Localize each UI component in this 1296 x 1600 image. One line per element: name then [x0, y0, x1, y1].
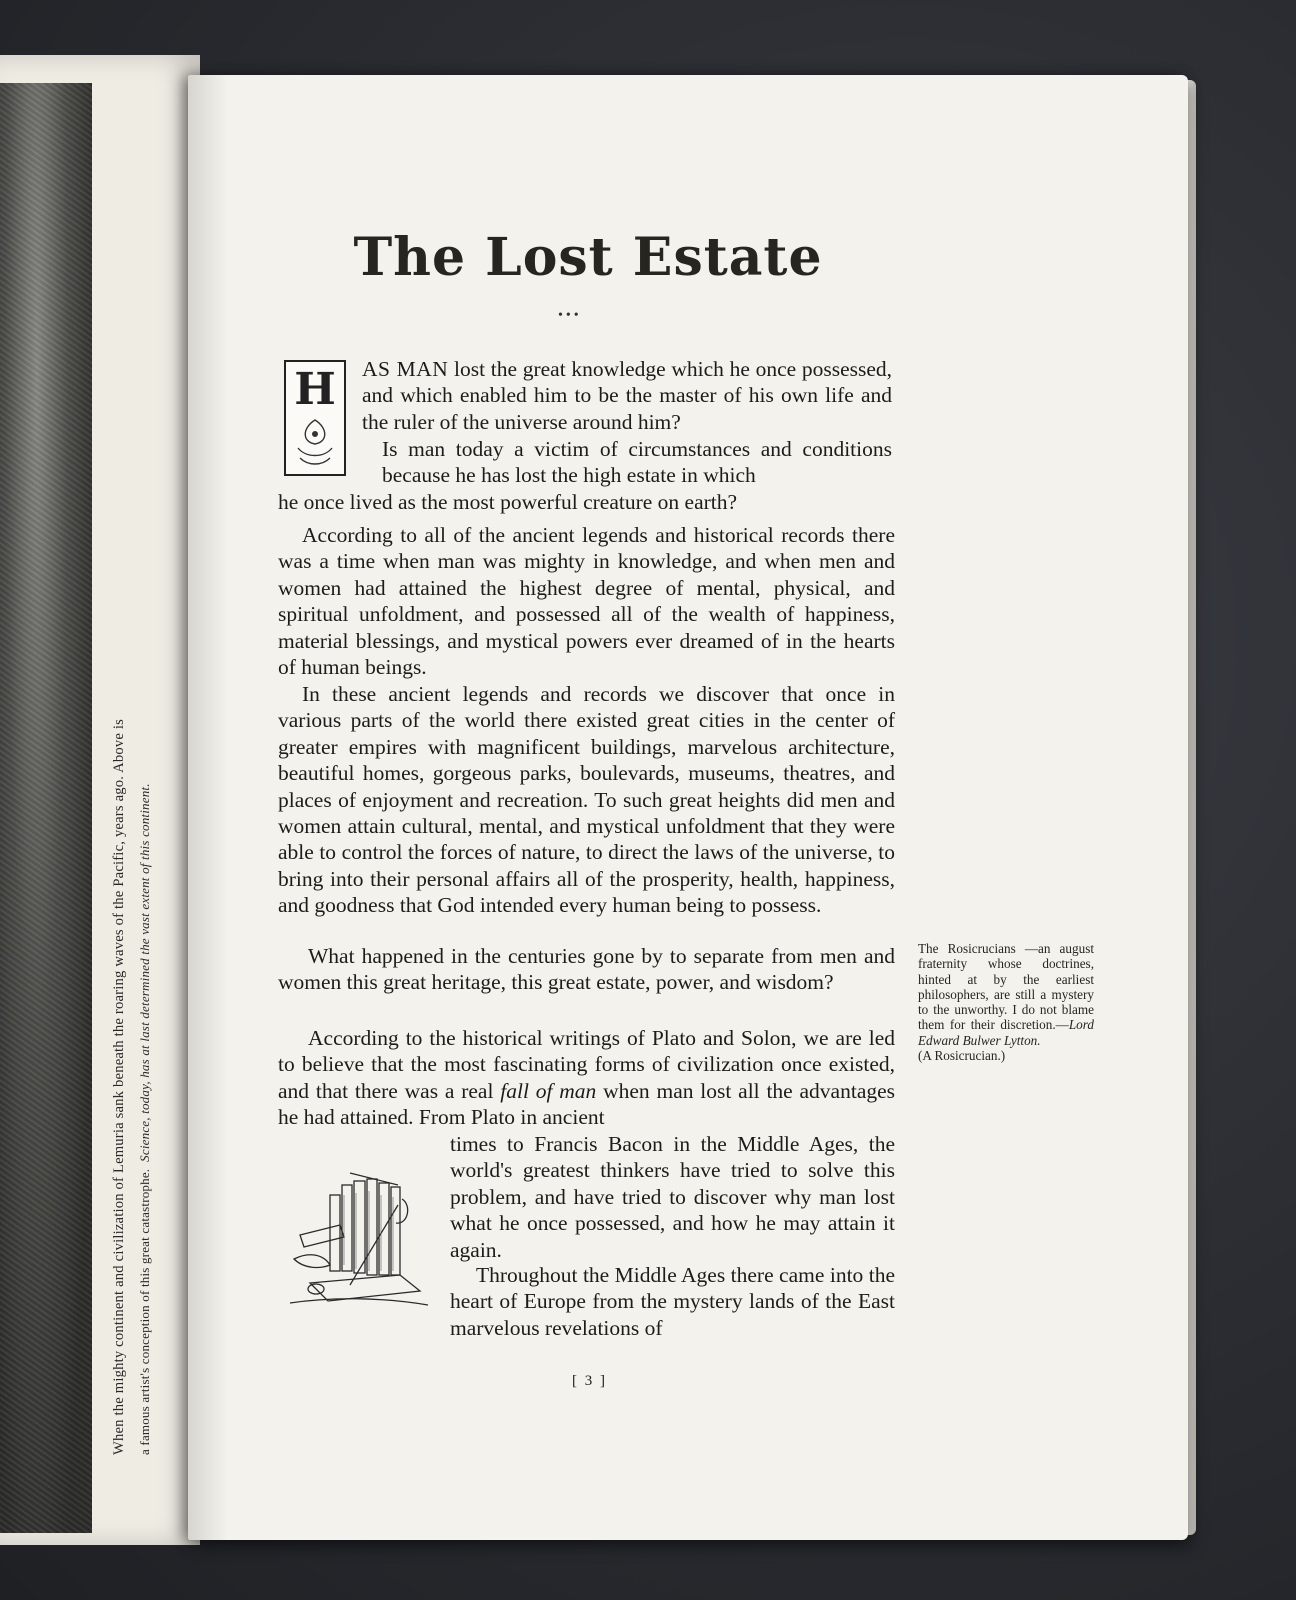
paragraph-8	[450, 1262, 895, 1341]
page-number: [ 3 ]	[572, 1373, 607, 1389]
lemuria-illustration	[0, 83, 92, 1533]
paragraph-2	[278, 436, 892, 515]
books-and-quill-icon	[280, 1165, 434, 1315]
caption-line-1: When the mighty continent and civilization of Lemuria sank beneath the roaring waves of the Pacific, years ago. Above is	[111, 718, 127, 1455]
paragraph-7	[450, 1131, 895, 1263]
dropcap-flourish-icon	[292, 418, 338, 468]
paragraph-1-lead: AS MAN	[362, 357, 449, 381]
paragraph-7-text: times to Francis Bacon in the Middle Ages, the world's greatest thinkers have tried to solve this problem, and have tried to discover why man lost what he once possessed, and how he may attain it again.	[450, 1132, 895, 1262]
paragraph-2-text: Is man today a victim of circumstances and conditions because he has lost the high estate in which	[382, 437, 892, 488]
dropcap	[284, 360, 346, 476]
left-page	[0, 55, 200, 1545]
paragraph-6-italic: fall of man	[500, 1078, 597, 1103]
caption-line-2-roman: a famous artist's conception of this great catastrophe.	[137, 1168, 152, 1455]
left-page-caption	[106, 125, 158, 1455]
paragraph-6-text-a: According to the historical writings of Plato and Solon, we are led to believe that the most fascinating forms of civilization once existed, and that there was a real	[278, 1026, 895, 1103]
paragraph-5	[278, 943, 895, 996]
paragraph-4	[278, 681, 895, 919]
paragraph-6	[278, 1025, 895, 1131]
paragraph-6-text-b: when man lost all the advantages he had attained. From Plato in ancient	[278, 1078, 896, 1130]
right-page	[188, 75, 1188, 1540]
paragraph-1-text: lost the great knowledge which he once possessed, and which enabled him to be the master of his own life and the ruler of the universe around him?	[362, 357, 893, 434]
paragraph-1	[362, 356, 892, 435]
paragraph-8-text: Throughout the Middle Ages there came into the heart of Europe from the mystery lands of the East marvelous revelations of	[450, 1263, 895, 1340]
gutter-shadow	[188, 75, 228, 1540]
sidebar-quote-text: The Rosicrucians —an august fraternity whose doctrines, hinted at by the earliest philosophers, are still a mystery to the unworthy. I do not blame them for their discretion.—	[918, 941, 1094, 1033]
paragraph-4-text: In these ancient legends and records we discover that once in various parts of the world there existed great cities in the center of greater empires with magnificent buildings, marvelous architecture, beautiful homes, gorgeous parks, boulevards, museums, theatres, and places of enjoyment and recreation. To such great heights did men and women attain cultural, mental, and mystical unfoldment that they were able to control the forces of nature, to direct the laws of the universe, to bring into their personal affairs all of the prosperity, health, happiness, and goodness that God intended every human being to possess.	[278, 682, 895, 918]
paragraph-3-text: According to all of the ancient legends and historical records there was a time when man was mighty in knowledge, and when men and women had attained the highest degree of mental, physical, and spiritual unfoldment, and possessed all of the wealth of happiness, material blessings, and mystical powers ever dreamed of in the hearts of human beings.	[278, 523, 895, 680]
paragraph-2-last-line: he once lived as the most powerful creature on earth?	[278, 489, 738, 514]
title-ornament: •••	[558, 308, 582, 323]
paragraph-3	[278, 522, 895, 680]
sidebar-quote-attribution: (A Rosicrucian.)	[918, 1048, 1006, 1064]
caption-line-2	[132, 125, 158, 1455]
sidebar-quote-author: Lord Edward Bulwer Lytton.	[918, 1017, 1094, 1048]
sidebar-quote	[918, 941, 1094, 1063]
page-title: The Lost Estate	[353, 227, 823, 288]
paragraph-5-text: What happened in the centuries gone by to separate from men and women this great heritage, this great estate, power, and wisdom?	[278, 944, 895, 995]
caption-line-2-italic: Science, today, has at last determined the vast extent of this continent.	[137, 783, 152, 1162]
dropcap-letter: H	[294, 364, 336, 415]
